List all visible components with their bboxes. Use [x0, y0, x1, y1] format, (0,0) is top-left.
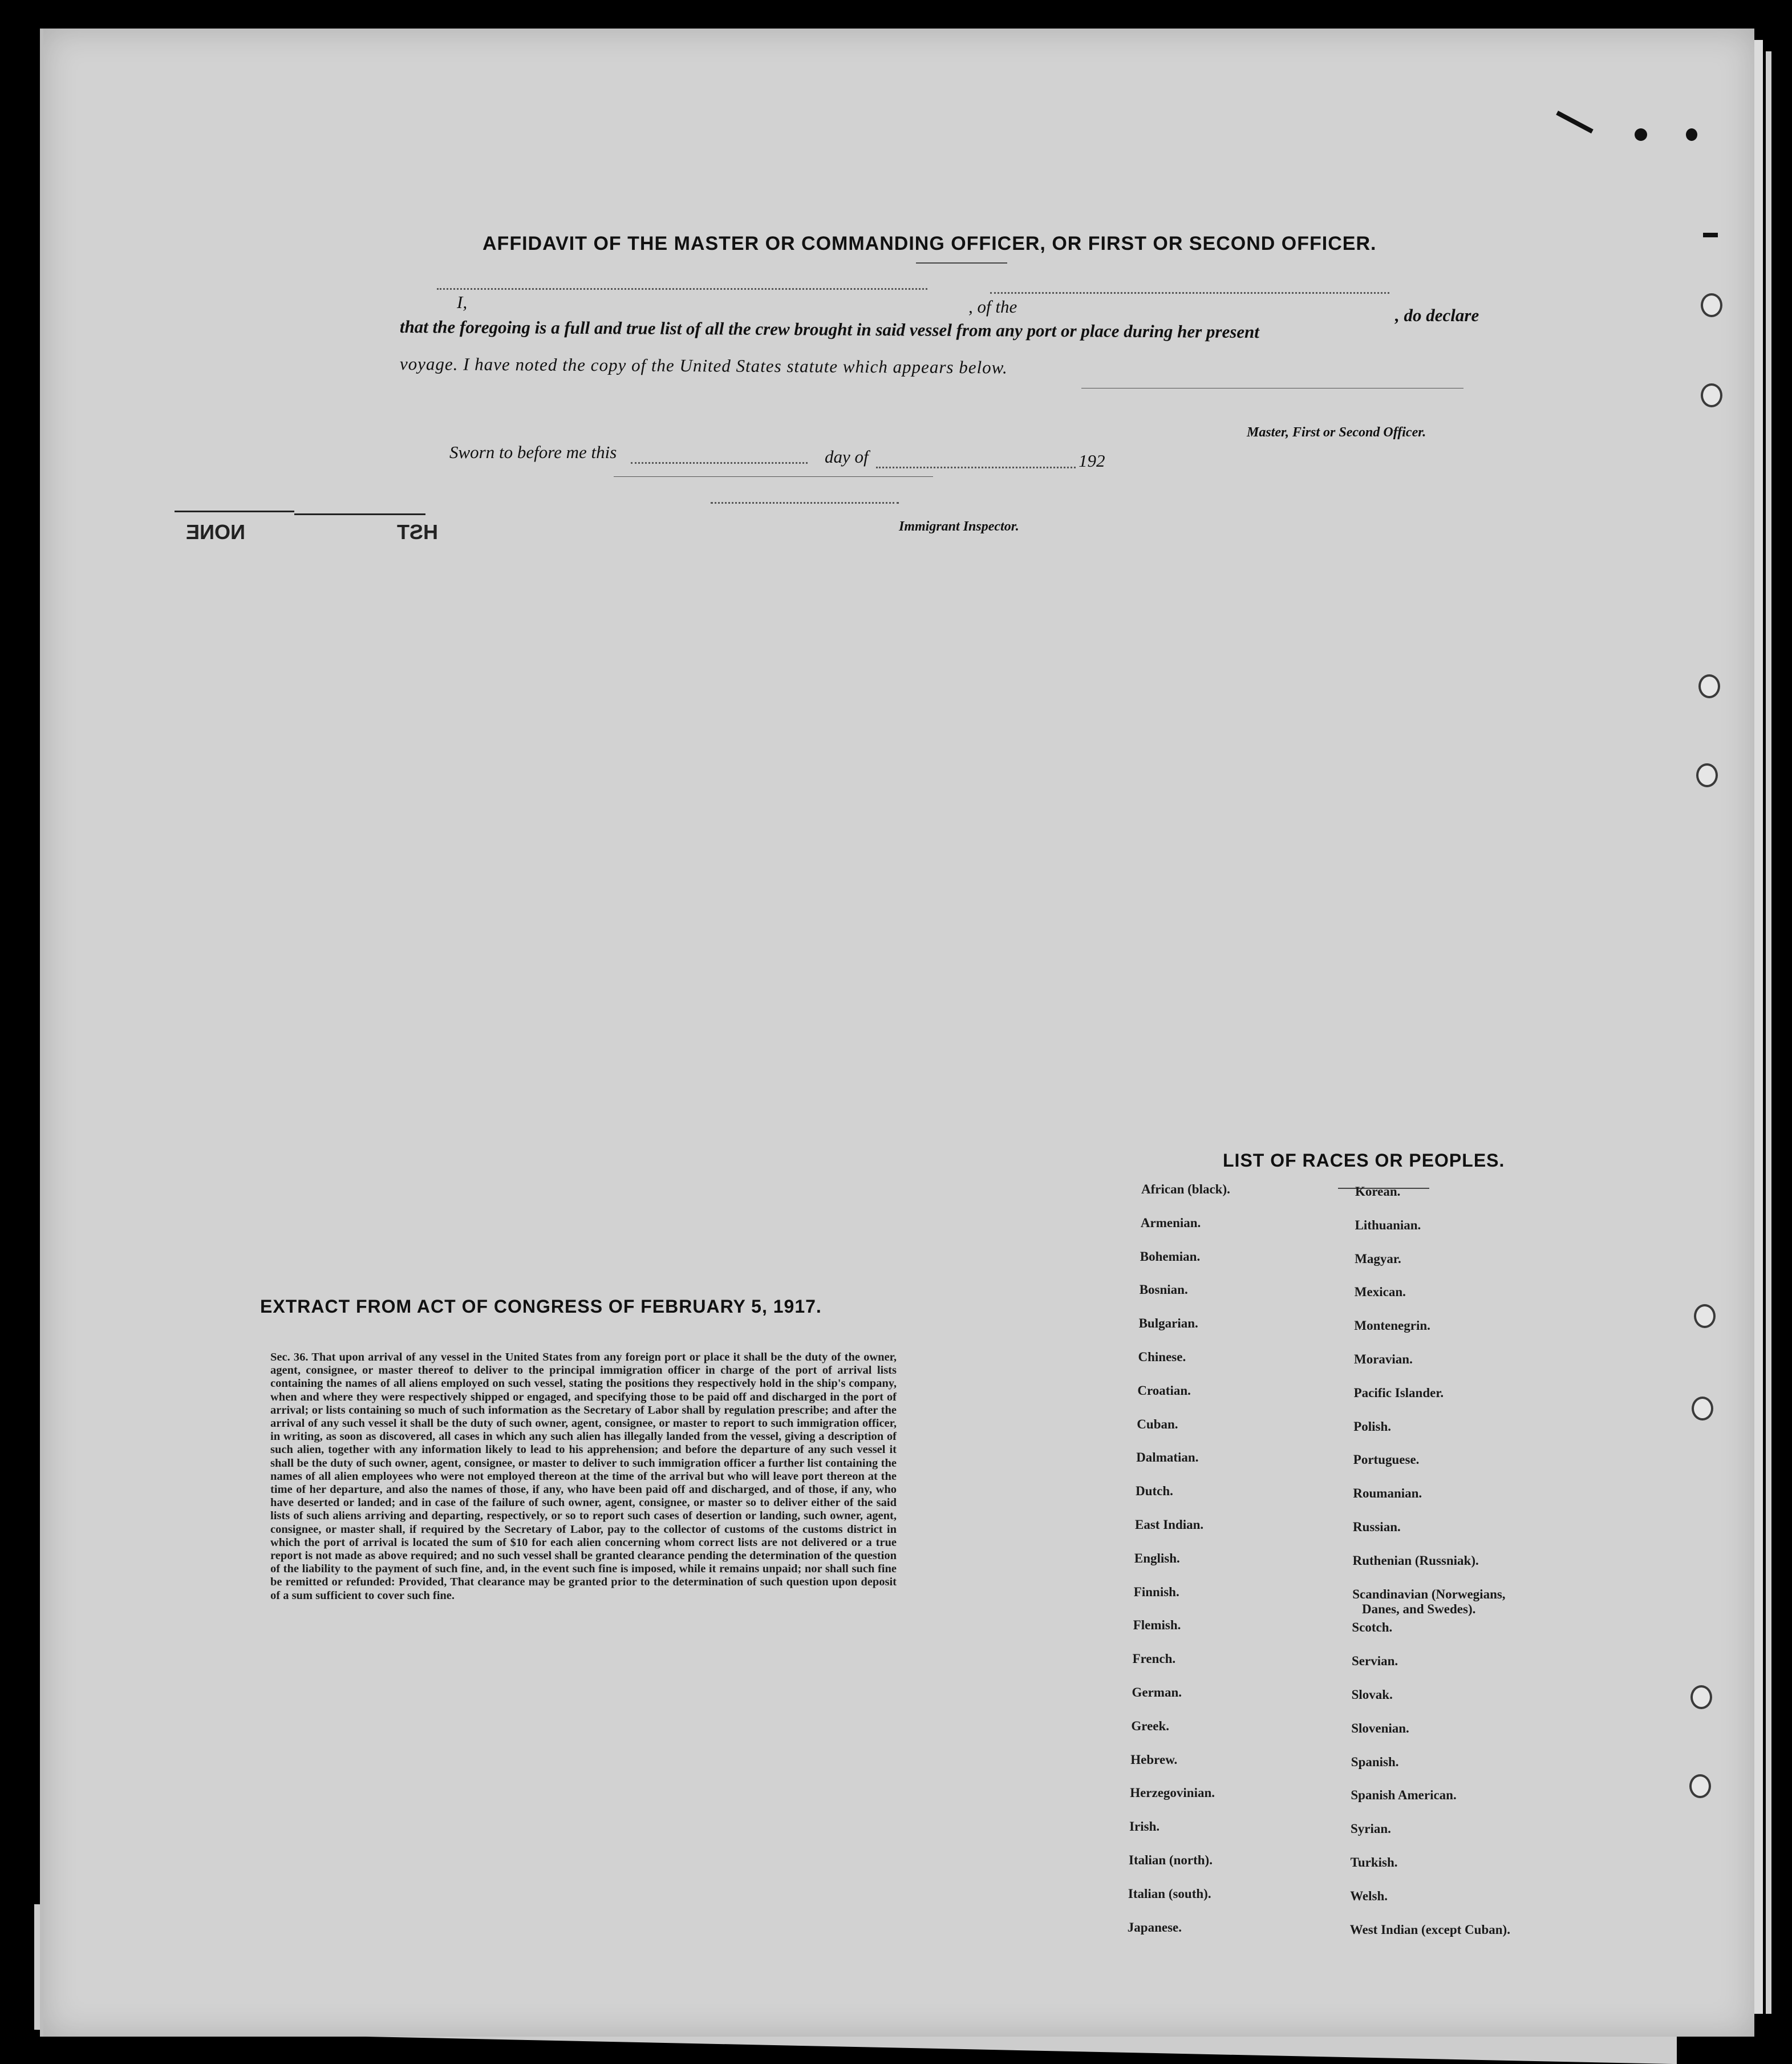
- race-item: Montenegrin.: [1354, 1318, 1430, 1333]
- inspector-label: Immigrant Inspector.: [899, 519, 1019, 534]
- race-item: Italian (north).: [1129, 1853, 1213, 1867]
- handwritten-hst-text: HST: [397, 520, 438, 544]
- race-item: Spanish American.: [1351, 1788, 1457, 1803]
- race-item: Lithuanian.: [1355, 1217, 1421, 1232]
- race-item: Ruthenian (Russniak).: [1352, 1553, 1479, 1568]
- inspector-signature-line: [614, 476, 933, 477]
- race-item: Danes, and Swedes).: [1362, 1602, 1476, 1617]
- race-item: Moravian.: [1354, 1352, 1413, 1366]
- race-item: African (black).: [1141, 1182, 1230, 1196]
- races-title: LIST OF RACES OR PEOPLES.: [1223, 1150, 1505, 1171]
- race-item: Servian.: [1352, 1654, 1398, 1669]
- ink-mark: [1686, 128, 1697, 141]
- vessel-blank-line: [990, 292, 1389, 294]
- race-item: Armenian.: [1140, 1215, 1201, 1230]
- act-body: Sec. 36. That upon arrival of any vessel in the United States from any foreign port or place it shall be the duty of the owner, agent, consignee, or master thereof to deliver to the principal immigration officer in charge of the port of arrival lists containing the names of all aliens employed on such vessel, stating the positions they respectively hold in the ship's company, when and where they were respectively shipped or engaged, and specifying those to be paid off and discharged in the port of arrival; or lists containing so much of such information as the Secretary of Labor shall by regulation prescribe; and after the arrival of any such vessel it shall be the duty of such owner, agent, consignee, or master to report to such immigration officer, in writing, as soon as discovered, all cases in which any such alien has illegally landed from the vessel, giving a description of such alien, together with any information likely to lead to his apprehension; and before the departure of any such vessel it shall be the duty of such owner, agent, consignee, or master to deliver to such immigration officer a further list containing the names of all alien employees who were not employed thereon at the time of the arrival but who will leave port thereon at the time of her departure, and also the names of those, if any, who have been paid off and discharged, and of those, if any, who have deserted or landed; and in case of the failure of such owner, agent, consignee, or master so to deliver either of the said lists of such aliens arriving and departing, respectively, or so to report such cases of desertion or landing, such owner, agent, consignee, or master shall, if required by the Secretary of Labor, pay to the collector of customs of the customs district in which the port of arrival is located the sum of $10 for each alien concerning whom correct lists are not delivered or a true report is not made as above required; and no such vessel shall be granted clearance pending the determination of the question of the liability to the payment of such fine, and, in the event such fine is imposed, while it remains unpaid; nor shall such fine be remitted or refunded: Provided, That clearance may be granted prior to the determination of such question upon deposit of a sum sufficient to cover such fine.: [270, 1351, 897, 1602]
- race-item: Hebrew.: [1130, 1752, 1178, 1767]
- bleed-through-area: [1013, 816, 1697, 1101]
- ink-mark: [1556, 111, 1594, 133]
- inspector-dotted-line: [711, 502, 899, 504]
- race-item: Welsh.: [1350, 1888, 1388, 1903]
- race-item: Korean.: [1355, 1184, 1401, 1199]
- punch-hole: [1694, 1304, 1716, 1328]
- punch-hole: [1689, 1774, 1711, 1798]
- handwritten-hst-mirrored: [397, 520, 438, 544]
- affidavit-title: AFFIDAVIT OF THE MASTER OR COMMANDING OFFICER, OR FIRST OR SECOND OFFICER.: [483, 233, 1377, 254]
- race-item: Bohemian.: [1140, 1249, 1201, 1264]
- title-underline: [916, 262, 1007, 264]
- race-item: Syrian.: [1351, 1822, 1391, 1836]
- race-item: Japanese.: [1127, 1920, 1182, 1935]
- race-item: East Indian.: [1135, 1517, 1204, 1532]
- race-item: Bulgarian.: [1138, 1316, 1198, 1331]
- race-item: Chinese.: [1138, 1350, 1186, 1364]
- declaration-i: I,: [457, 292, 468, 312]
- month-blank-line: [876, 467, 1076, 468]
- declaration-do-declare: , do declare: [1395, 305, 1479, 325]
- declaration-line-2: that the foregoing is a full and true list of all the crew brought in said vessel from any port or place during her present: [399, 317, 1260, 342]
- race-item: Scandinavian (Norwegians,: [1352, 1587, 1506, 1601]
- act-title: EXTRACT FROM ACT OF CONGRESS OF FEBRUARY 5, 1917.: [260, 1296, 822, 1317]
- race-item: Cuban.: [1137, 1417, 1178, 1431]
- ink-mark: [1703, 233, 1718, 237]
- race-item: Spanish.: [1351, 1754, 1399, 1769]
- race-item: Croatian.: [1137, 1383, 1191, 1398]
- race-item: Flemish.: [1133, 1618, 1181, 1633]
- page-edge-right: [1754, 40, 1763, 2014]
- document-sheet: [40, 29, 1754, 2037]
- punch-hole: [1692, 1397, 1713, 1420]
- race-item: Polish.: [1353, 1419, 1392, 1434]
- race-item: Mexican.: [1354, 1285, 1406, 1300]
- day-of-label: day of: [825, 447, 869, 467]
- race-item: German.: [1132, 1685, 1182, 1699]
- master-signature-label: Master, First or Second Officer.: [1247, 425, 1426, 440]
- day-blank-line: [631, 462, 808, 464]
- declaration-of-the: , of the: [968, 297, 1017, 317]
- race-item: Finnish.: [1133, 1584, 1179, 1599]
- page-edge-right-outer: [1766, 51, 1771, 2014]
- race-item: Italian (south).: [1128, 1886, 1211, 1901]
- race-item: Dalmatian.: [1136, 1450, 1199, 1465]
- punch-hole: [1696, 763, 1718, 787]
- name-blank-line: [437, 288, 927, 290]
- race-item: Irish.: [1129, 1819, 1160, 1834]
- handwritten-none-text: NONE: [186, 520, 246, 544]
- handwritten-underline: [294, 513, 425, 515]
- race-item: Greek.: [1131, 1718, 1170, 1733]
- race-item: Bosnian.: [1139, 1282, 1188, 1297]
- race-item: Russian.: [1353, 1520, 1401, 1534]
- race-item: Herzegovinian.: [1130, 1786, 1215, 1800]
- race-item: Pacific Islander.: [1353, 1385, 1444, 1400]
- declaration-line-3: voyage. I have noted the copy of the United States statute which appears below.: [399, 354, 1008, 378]
- race-item: English.: [1134, 1551, 1180, 1565]
- race-item: West Indian (except Cuban).: [1349, 1922, 1510, 1937]
- race-item: Scotch.: [1352, 1620, 1393, 1635]
- punch-hole: [1701, 383, 1722, 407]
- handwritten-none-mirrored: [186, 520, 245, 544]
- race-item: Dutch.: [1136, 1484, 1173, 1499]
- handwritten-underline: [175, 511, 294, 512]
- race-item: Magyar.: [1355, 1251, 1401, 1266]
- year-label: 192: [1079, 451, 1105, 471]
- race-item: Turkish.: [1350, 1855, 1398, 1869]
- punch-hole: [1690, 1685, 1712, 1709]
- race-item: Roumanian.: [1353, 1486, 1422, 1501]
- race-item: Portuguese.: [1353, 1452, 1420, 1467]
- race-item: Slovenian.: [1351, 1721, 1409, 1735]
- punch-hole: [1698, 674, 1720, 698]
- sworn-label: Sworn to before me this: [449, 442, 617, 462]
- race-item: French.: [1132, 1652, 1176, 1666]
- punch-hole: [1701, 293, 1722, 317]
- race-item: Slovak.: [1351, 1687, 1393, 1702]
- ink-mark: [1635, 128, 1647, 141]
